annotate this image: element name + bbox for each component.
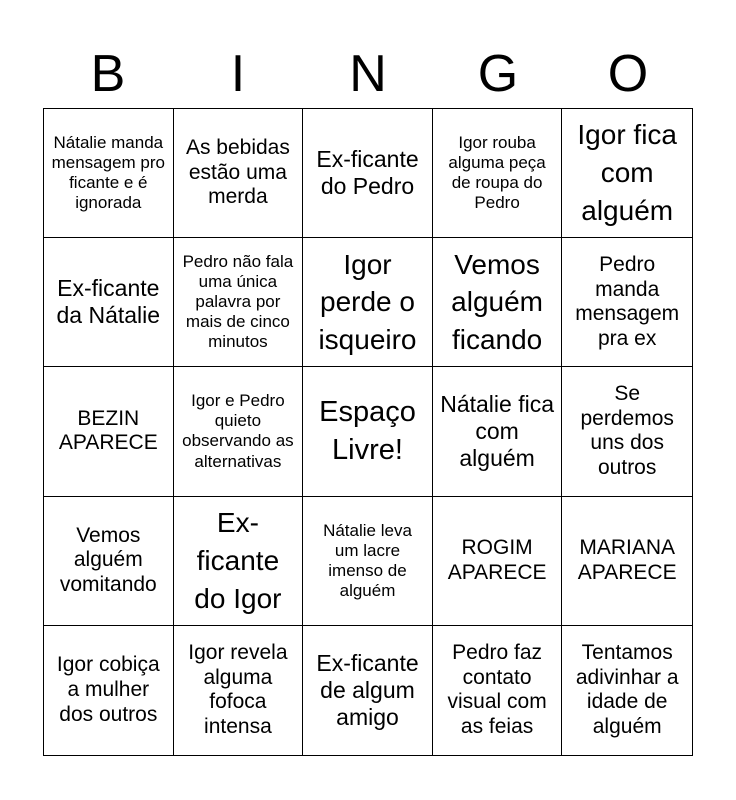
bingo-cell[interactable]: Nátalie fica com alguém (433, 367, 563, 496)
bingo-cell[interactable]: Ex-ficante da Nátalie (44, 238, 174, 367)
header-letter-o: O (607, 45, 649, 103)
bingo-cell[interactable]: BEZIN APARECE (44, 367, 174, 496)
bingo-cell[interactable]: Tentamos adivinhar a idade de alguém (575, 640, 679, 739)
bingo-cell[interactable]: Igor perde o isqueiro (303, 238, 433, 367)
bingo-cell[interactable]: ROGIM APARECE (433, 497, 563, 626)
bingo-cell[interactable]: Vemos alguém vomitando (44, 497, 174, 626)
bingo-cell[interactable]: As bebidas estão uma merda (174, 109, 304, 238)
bingo-cell[interactable]: Ex-ficante do Pedro (303, 109, 433, 238)
header-letter-b: B (90, 45, 126, 103)
bingo-cell[interactable]: Nátalie leva um lacre imenso de alguém (303, 497, 433, 626)
header-letter-g: G (477, 45, 519, 103)
bingo-cell[interactable]: Vemos alguém ficando (433, 238, 563, 367)
bingo-cell[interactable]: Igor cobiça a mulher dos outros (44, 626, 174, 755)
bingo-cell[interactable]: Igor e Pedro quieto observando as alternativas (174, 367, 304, 496)
bingo-cell[interactable]: Se perdemos uns dos outros (562, 367, 692, 496)
header-letter-n: N (349, 45, 387, 103)
bingo-cell[interactable]: Nátalie manda mensagem pro ficante e é ignorada (44, 109, 174, 238)
bingo-cell[interactable]: Igor revela alguma fofoca intensa (174, 626, 304, 755)
bingo-board (43, 108, 693, 756)
bingo-cell[interactable]: Ex-ficante do Igor (174, 497, 304, 626)
bingo-cell[interactable]: MARIANA APARECE (562, 497, 692, 626)
bingo-cell[interactable]: Igor rouba alguma peça de roupa do Pedro (433, 109, 563, 238)
bingo-header (43, 40, 693, 108)
bingo-cell[interactable]: Igor fica com alguém (562, 109, 692, 238)
header-letter-i: I (230, 45, 246, 103)
bingo-cell[interactable]: Ex-ficante de algum amigo (303, 626, 433, 755)
bingo-cell[interactable]: Pedro não fala uma única palavra por mais de cinco minutos (174, 238, 304, 367)
bingo-cell[interactable]: Pedro manda mensagem pra ex (562, 238, 692, 367)
free-space-cell[interactable]: Espaço Livre! (303, 367, 433, 496)
bingo-cell[interactable]: Pedro faz contato visual com as feias (433, 626, 563, 755)
